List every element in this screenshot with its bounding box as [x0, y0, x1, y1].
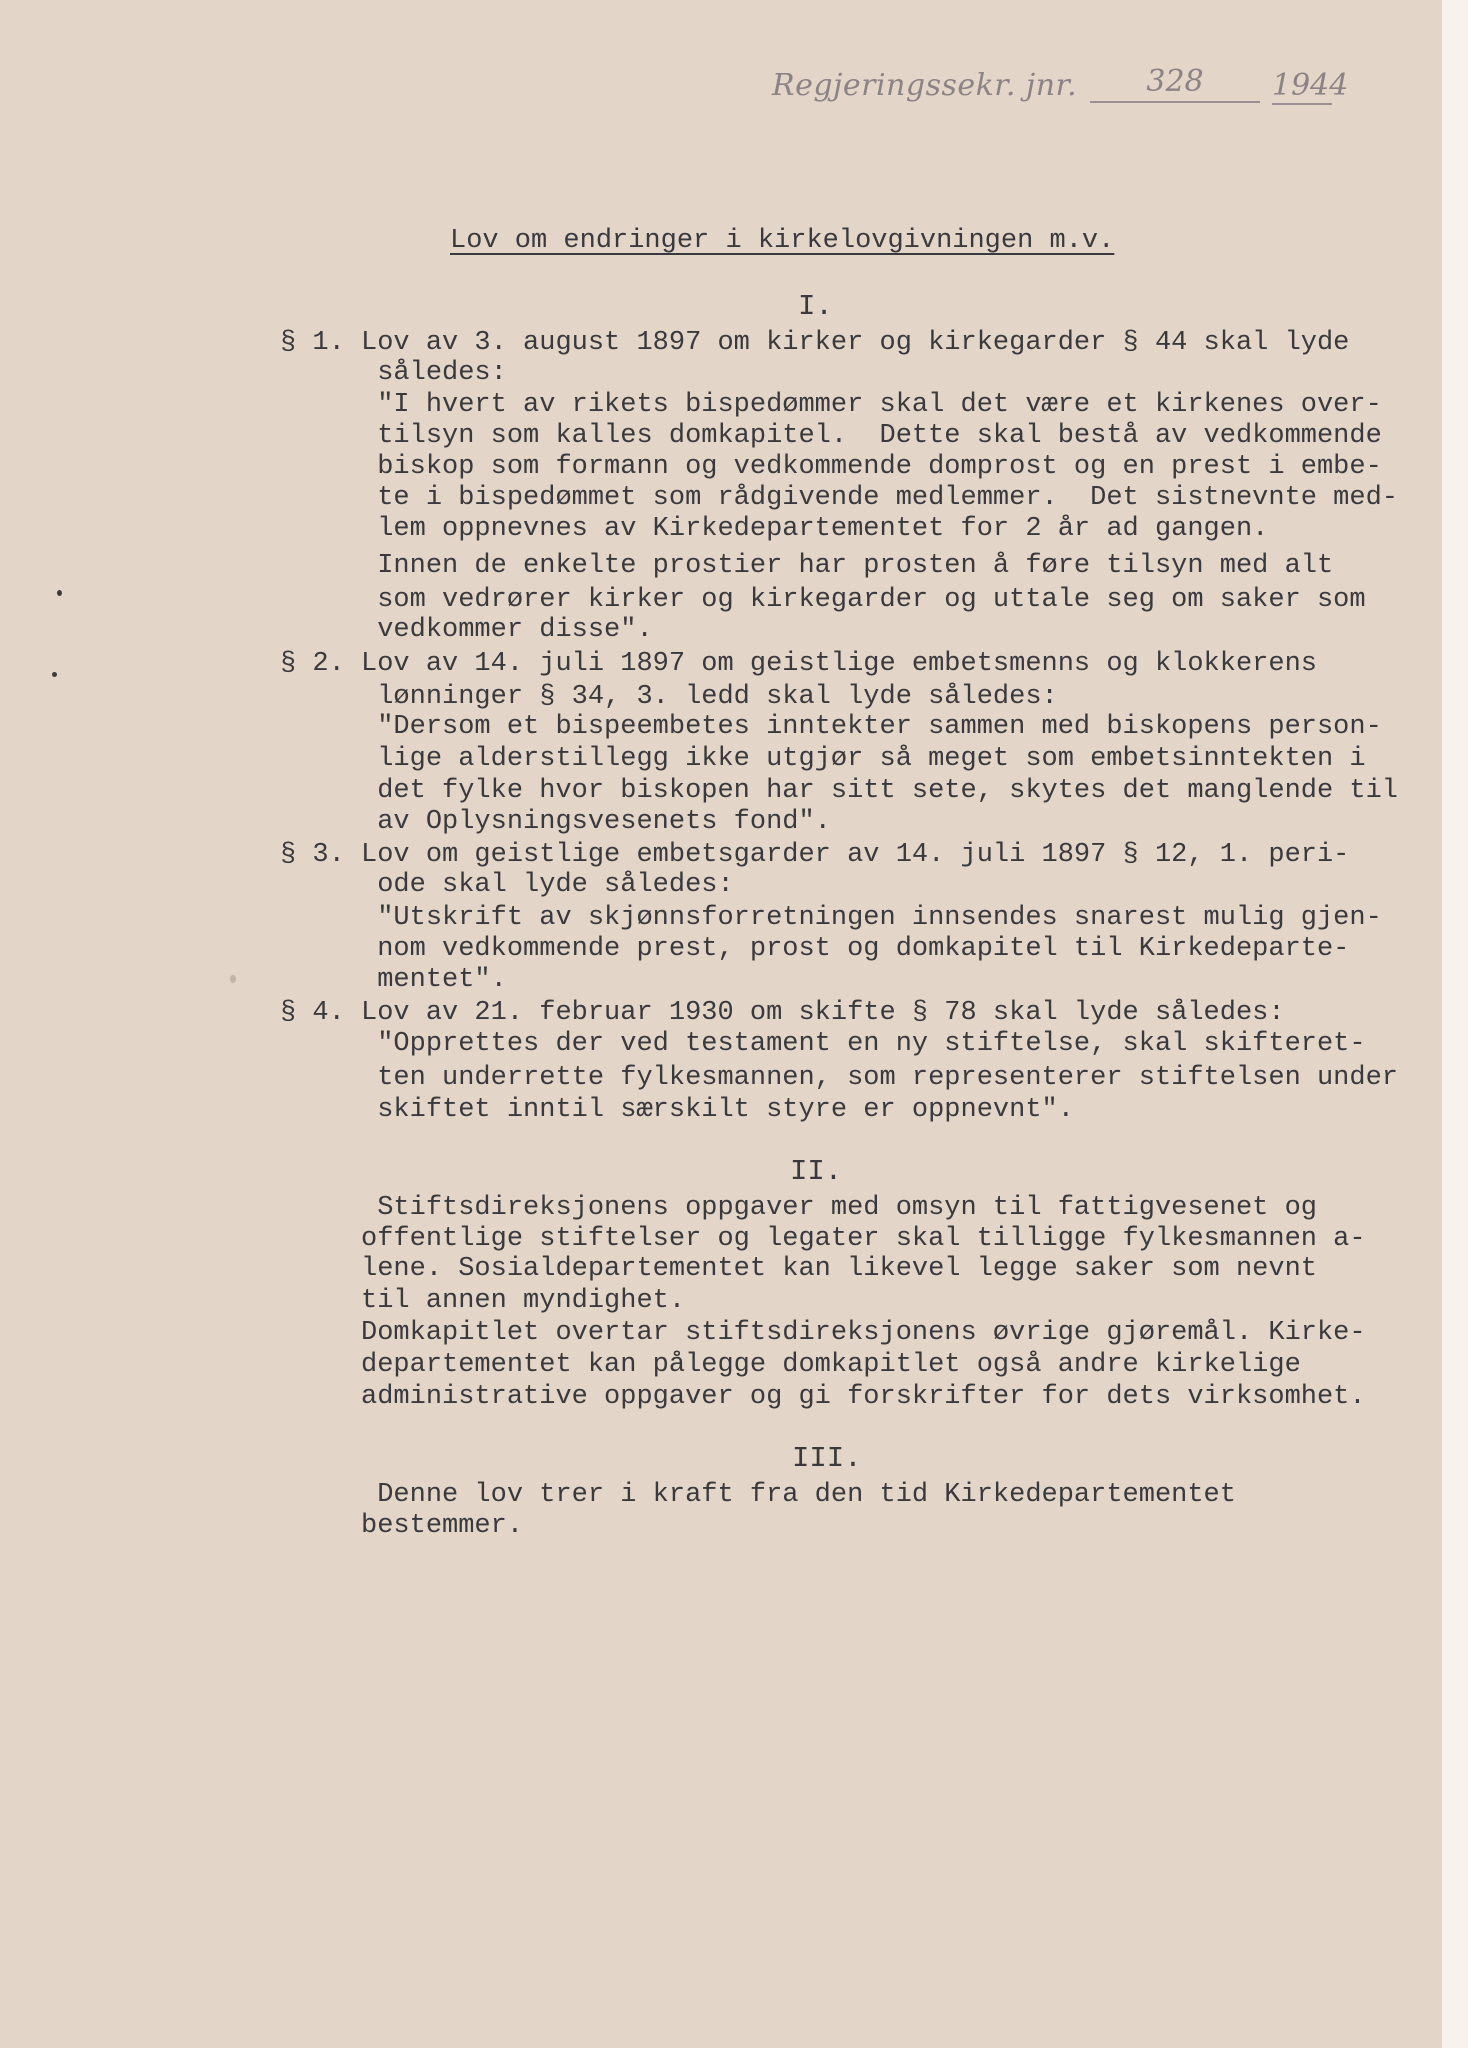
text-line: biskop som formann og vedkommende domprost og en prest i embe-	[280, 452, 1382, 482]
text-line: "Dersom et bispeembetes inntekter sammen med biskopens person-	[280, 712, 1382, 742]
text-line: lige alderstillegg ikke utgjør så meget som embetsinntekten i	[280, 744, 1366, 774]
text-line: skiftet inntil særskilt styre er oppnevnt".	[280, 1095, 1074, 1125]
text-line: til annen myndighet.	[280, 1286, 686, 1316]
text-line: administrative oppgaver og gi forskrifter for dets virksomhet.	[280, 1382, 1366, 1412]
punch-mark	[57, 590, 62, 596]
text-line: departementet kan pålegge domkapitlet også andre kirkelige	[280, 1350, 1301, 1380]
text-line: lønninger § 34, 3. ledd skal lyde således:	[280, 682, 1058, 712]
document-title: Lov om endringer i kirkelovgivningen m.v.	[450, 226, 1115, 256]
text-line: tilsyn som kalles domkapitel. Dette skal bestå av vedkommende	[280, 421, 1382, 451]
text-line: mentet".	[280, 965, 507, 995]
text-line: av Oplysningsvesenets fond".	[280, 807, 831, 837]
text-line: "I hvert av rikets bispedømmer skal det være et kirkenes over-	[280, 390, 1382, 420]
text-line: Stiftsdireksjonens oppgaver med omsyn til fattigvesenet og	[280, 1193, 1317, 1223]
text-line: det fylke hvor biskopen har sitt sete, skytes det manglende til	[280, 776, 1398, 806]
section-heading-i: I.	[798, 290, 833, 323]
text-line: bestemmer.	[280, 1511, 524, 1541]
text-line: ten underrette fylkesmannen, som representerer stiftelsen under	[280, 1063, 1398, 1093]
text-line: te i bispedømmet som rådgivende medlemmer. Det sistnevnte med-	[280, 483, 1398, 513]
text-line: således:	[280, 358, 507, 388]
text-line: Innen de enkelte prostier har prosten å føre tilsyn med alt	[280, 551, 1334, 581]
text-line: § 3. Lov om geistlige embetsgarder av 14. juli 1897 § 12, 1. peri-	[280, 840, 1350, 870]
punch-mark	[52, 672, 57, 677]
section-heading-ii: II.	[790, 1155, 843, 1188]
text-line: Denne lov trer i kraft fra den tid Kirkedepartementet	[280, 1480, 1236, 1510]
text-line: § 2. Lov av 14. juli 1897 om geistlige embetsmenns og klokkerens	[280, 649, 1317, 679]
text-line: lem oppnevnes av Kirkedepartementet for 2 år ad gangen.	[280, 514, 1269, 544]
text-line: som vedrører kirker og kirkegarder og uttale seg om saker som	[280, 585, 1366, 615]
text-line: § 1. Lov av 3. august 1897 om kirker og kirkegarder § 44 skal lyde	[280, 328, 1350, 358]
text-line: lene. Sosialdepartementet kan likevel legge saker som nevnt	[280, 1254, 1317, 1284]
stamp-year: 1944	[1272, 68, 1349, 103]
text-line: ode skal lyde således:	[280, 870, 734, 900]
text-line: § 4. Lov av 21. februar 1930 om skifte § 78 skal lyde således:	[280, 998, 1285, 1028]
text-line: offentlige stiftelser og legater skal tilligge fylkesmannen a-	[280, 1224, 1366, 1254]
stain-mark	[230, 975, 236, 983]
text-line: vedkommer disse".	[280, 615, 653, 645]
text-line: Domkapitlet overtar stiftsdireksjonens øvrige gjøremål. Kirke-	[280, 1318, 1366, 1348]
stamp-journal-number: 328	[1090, 64, 1260, 103]
registry-stamp	[772, 64, 1349, 112]
text-line: nom vedkommende prest, prost og domkapitel til Kirkedeparte-	[280, 934, 1350, 964]
text-line: "Utskrift av skjønnsforretningen innsendes snarest mulig gjen-	[280, 903, 1382, 933]
section-heading-iii: III.	[792, 1442, 862, 1475]
text-line: "Opprettes der ved testament en ny stiftelse, skal skifteret-	[280, 1029, 1366, 1059]
stamp-label: Regjeringssekr. jnr.	[772, 68, 1078, 103]
